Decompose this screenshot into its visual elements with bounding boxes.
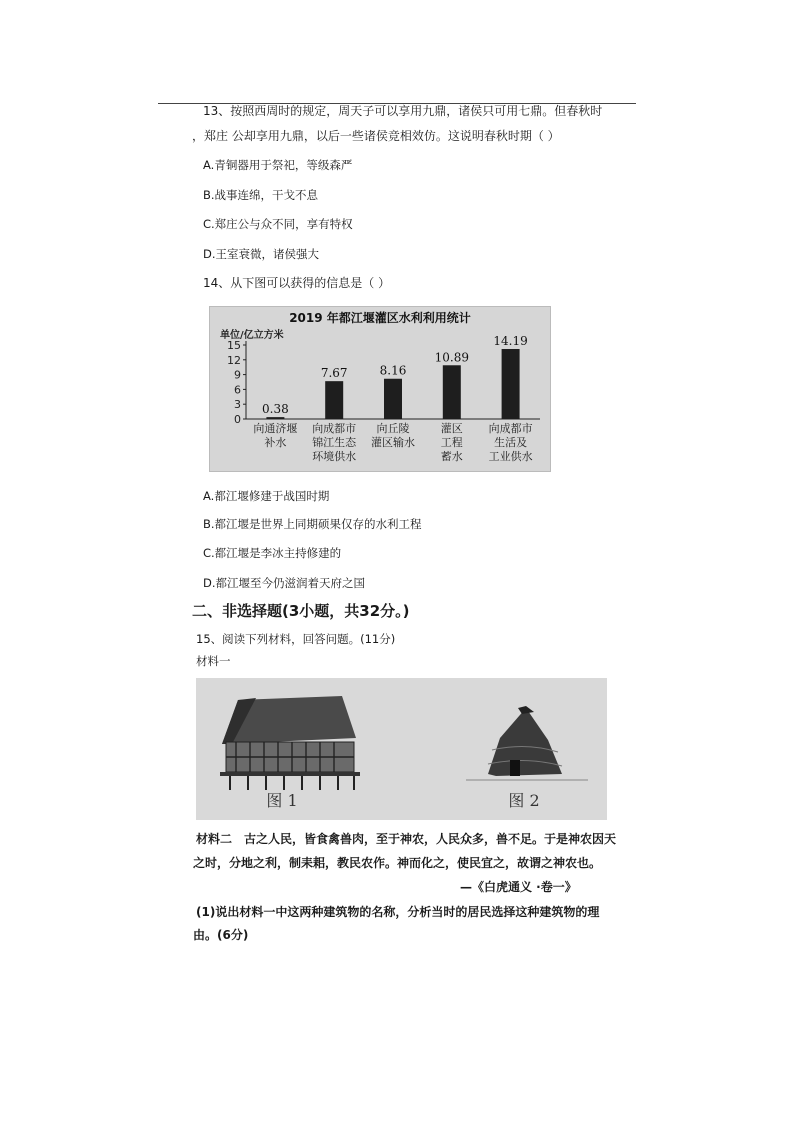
- bar-value-label: 10.89: [434, 350, 469, 365]
- bar: [384, 379, 402, 419]
- category-label: 向丘陵: [376, 422, 410, 435]
- material2-line1: 材料二 古之人民，皆食禽兽肉，至于神农，人民众多，兽不足。于是神农因天: [196, 832, 617, 846]
- thatched-hut-drawing: [466, 706, 588, 780]
- category-label: 向通济堰: [253, 422, 298, 435]
- q13-option-a: A.青铜器用于祭祀，等级森严: [203, 158, 353, 172]
- q13-stem-line2: ，郑庄 公却享用九鼎，以后一些诸侯竞相效仿。这说明春秋时期（ ）: [192, 129, 560, 143]
- material1-photo: [196, 678, 607, 820]
- y-tick-label: 3: [234, 398, 241, 412]
- q13-option-b: B.战事连绵，干戈不息: [203, 188, 319, 202]
- chart-title: 2019 年都江堰灌区水利利用统计: [289, 311, 471, 325]
- category-label: 环境供水: [312, 450, 357, 463]
- category-label: 蓄水: [440, 450, 463, 463]
- bar-value-label: 14.19: [493, 333, 528, 348]
- q15-stem: 15、阅读下列材料，回答问题。(11分): [196, 632, 396, 646]
- q14-option-a: A.都江堰修建于战国时期: [203, 489, 330, 503]
- bar-value-label: 7.67: [320, 366, 348, 381]
- bar-value-label: 8.16: [379, 363, 407, 378]
- material1-label: 材料一: [196, 654, 231, 668]
- section2-title: 二、非选择题(3小题，共32分。): [192, 602, 410, 620]
- material2-line2: 之时，分地之利，制耒耜，教民农作。神而化之，使民宜之，故谓之神农也。: [193, 856, 602, 870]
- q14-option-d: D.都江堰至今仍滋润着天府之国: [203, 576, 366, 590]
- chart-marks: [227, 334, 540, 463]
- stilt-house-drawing: [220, 696, 360, 790]
- q13-stem-line1: 13、按照西周时的规定，周天子可以享用九鼎，诸侯只可用七鼎。但春秋时: [203, 104, 603, 118]
- bar: [266, 417, 284, 419]
- q14-option-b: B.都江堰是世界上同期硕果仅存的水利工程: [203, 517, 422, 531]
- category-label: 工程: [440, 436, 463, 449]
- category-label: 补水: [264, 436, 287, 449]
- material2-source: —《白虎通义 ·卷一》: [460, 880, 577, 894]
- bar-value-label: 0.38: [262, 402, 289, 417]
- y-tick-label: 0: [234, 413, 241, 426]
- category-label: 生活及: [494, 436, 528, 449]
- q14-stem: 14、从下图可以获得的信息是（ ）: [203, 276, 391, 290]
- fig2-caption: 图 2: [508, 791, 540, 810]
- y-tick-label: 12: [227, 353, 241, 367]
- category-label: 工业供水: [488, 450, 533, 463]
- chart-svg: [210, 307, 550, 471]
- bar: [443, 365, 461, 419]
- category-label: 灌区输水: [371, 436, 415, 449]
- fig1-caption: 图 1: [266, 791, 298, 810]
- bar: [502, 349, 520, 419]
- y-tick-label: 9: [234, 368, 241, 382]
- category-label: 向成都市: [488, 422, 533, 435]
- category-label: 灌区: [440, 422, 463, 435]
- buildings-illustration: [196, 678, 607, 820]
- q15-sub1-line1: (1)说出材料一中这两种建筑物的名称，分析当时的居民选择这种建筑物的理: [196, 905, 600, 919]
- chart-ylabel: 单位/亿立方米: [220, 330, 284, 341]
- q14-option-c: C.都江堰是李冰主持修建的: [203, 546, 342, 560]
- category-label: 向成都市: [312, 422, 357, 435]
- q13-option-d: D.王室衰微，诸侯强大: [203, 247, 320, 261]
- q13-option-c: C.郑庄公与众不同，享有特权: [203, 217, 353, 231]
- y-tick-label: 6: [234, 383, 241, 397]
- category-label: 锦江生态: [312, 436, 357, 449]
- irrigation-chart: [209, 306, 551, 472]
- q15-sub1-line2: 由。(6分): [193, 928, 249, 942]
- y-tick-label: 15: [227, 339, 241, 352]
- bar: [325, 381, 343, 419]
